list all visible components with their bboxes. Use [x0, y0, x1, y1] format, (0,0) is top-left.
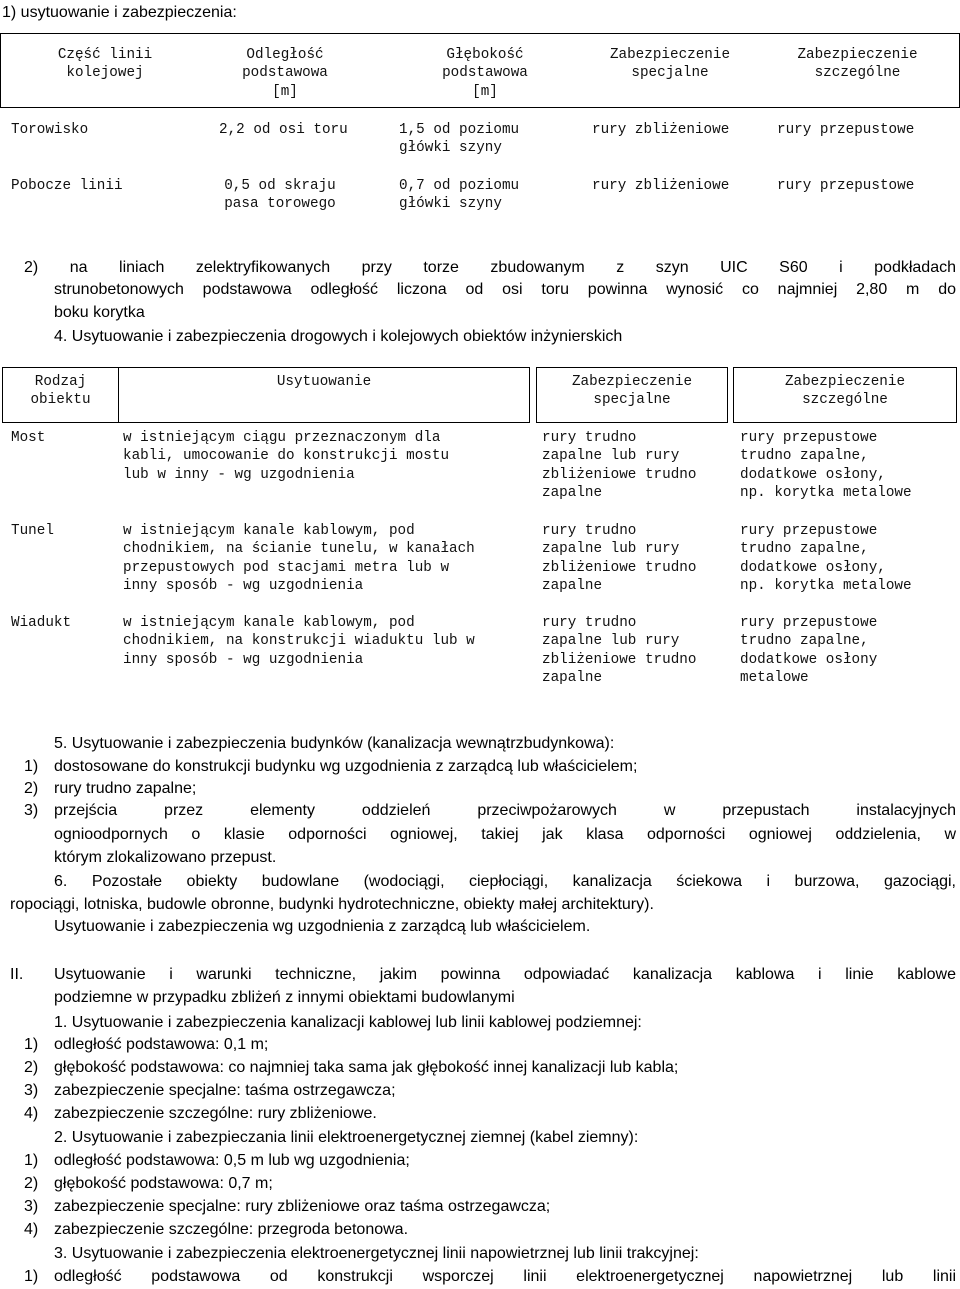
paragraph-line: boku korytka: [54, 304, 145, 321]
table-cell: Pobocze linii: [11, 178, 123, 194]
section-6-paragraph: [54, 871, 956, 893]
list-item-number: 1): [24, 758, 39, 775]
table-cell: rury zbliżeniowe: [592, 178, 730, 194]
column-header: Zabezpieczenie szczególne: [784, 374, 906, 409]
list-item-number: 1): [24, 1152, 39, 1169]
table-cell: rury trudno zapalne lub rury zbliżeniowe trudno zapalne: [542, 615, 697, 686]
paragraph-line: Usytuowanie i zabezpieczenia wg uzgodnienia z zarządcą lub właścicielem.: [54, 918, 591, 935]
table-cell: 2,2 od osi toru: [219, 122, 348, 138]
subsection-heading: 1. Usytuowanie i zabezpieczenia kanalizacji kablowej lub linii kablowej podziemnej:: [54, 1014, 642, 1031]
paragraph-line: 2) na liniach zelektryfikowanych przy torze zbudowanym z szyn UIC S60 i podkładach: [24, 259, 956, 276]
table-cell: rury przepustowe trudno zapalne, dodatkowe osłony, np. korytka metalowe: [740, 523, 912, 594]
list-item-text: głębokość podstawowa: co najmniej taka sama jak głębokość innej kanalizacji lub kabla;: [54, 1059, 679, 1076]
list-item-text: [54, 800, 956, 822]
table-cell: 0,7 od poziomu główki szyny: [399, 178, 520, 213]
column-header: Odległość podstawowa [m]: [242, 47, 328, 100]
list-item-line: odległość podstawowa od konstrukcji wsporczej linii elektroenergetycznej napowietrznej lub linii: [54, 1268, 956, 1285]
list-item-text: [54, 1266, 956, 1288]
list-item-number: 2): [24, 1059, 39, 1076]
column-header: Usytuowanie: [276, 374, 372, 390]
list-item-number: 4): [24, 1221, 39, 1238]
table-cell: rury trudno zapalne lub rury zbliżeniowe trudno zapalne: [542, 430, 697, 501]
table-cell: w istniejącym ciągu przeznaczonym dla kabli, umocowanie do konstrukcji mostu lub w inny - wg uzgodnienia: [123, 430, 450, 483]
table-cell: 0,5 od skraju pasa torowego: [224, 178, 336, 213]
section-II-heading: [54, 964, 956, 986]
table-cell: rury zbliżeniowe: [592, 122, 730, 138]
table-cell: rury przepustowe: [777, 178, 915, 194]
list-item-line: ognioodpornych o klasie odporności ogniowej, takiej jak klasa odporności ogniowej oddzielenia, w: [54, 826, 956, 843]
section-number: II.: [10, 966, 24, 983]
column-header: Zabezpieczenie specjalne: [571, 374, 693, 409]
list-item-line: którym zlokalizowano przepust.: [54, 849, 277, 866]
subsection-heading: 3. Usytuowanie i zabezpieczenia elektroenergetycznej linii napowietrznej lub linii trakcyjnej:: [54, 1245, 699, 1262]
paragraph-line: ropociągi, lotniska, budowle obronne, budynki hydrotechniczne, obiekty małej architektury).: [10, 896, 654, 913]
column-header: Zabezpieczenie specjalne: [609, 47, 731, 82]
table-cell: Most: [11, 430, 46, 446]
list-item-text: zabezpieczenie szczególne: przegroda betonowa.: [54, 1221, 409, 1238]
table-cell: rury przepustowe: [777, 122, 915, 138]
list-item-text: odległość podstawowa: 0,5 m lub wg uzgodnienia;: [54, 1152, 410, 1169]
list-item-text: odległość podstawowa: 0,1 m;: [54, 1036, 269, 1053]
list-item-text: dostosowane do konstrukcji budynku wg uzgodnienia z zarządcą lub właścicielem;: [54, 758, 638, 775]
column-header: Część linii kolejowej: [57, 47, 153, 82]
list-item-text: rury trudno zapalne;: [54, 780, 197, 797]
list-item-text: zabezpieczenie szczególne: rury zbliżeniowe.: [54, 1105, 377, 1122]
list-item-number: 1): [24, 1036, 39, 1053]
column-header: Rodzaj obiektu: [30, 374, 91, 409]
list-item-number: 4): [24, 1105, 39, 1122]
list-item-text: [54, 824, 956, 846]
section-heading-4: 4. Usytuowanie i zabezpieczenia drogowych i kolejowych obiektów inżynierskich: [54, 328, 623, 345]
table-cell: Torowisko: [11, 122, 89, 138]
section-heading-5: 5. Usytuowanie i zabezpieczenia budynków (kanalizacja wewnątrzbudynkowa):: [54, 735, 615, 752]
list-item-number: 1): [24, 1268, 39, 1285]
table-cell: w istniejącym kanale kablowym, pod chodnikiem, na konstrukcji wiaduktu lub w inny sposób - wg uzgodnienia: [123, 615, 475, 668]
table-cell: w istniejącym kanale kablowym, pod chodnikiem, na ścianie tunelu, w kanałach przepustowych pod stacjami metra lub w inny sposób - wg uzgodnienia: [123, 523, 475, 594]
paragraph-electrified-cont: [54, 279, 956, 301]
list-item-line: przejścia przez elementy oddzieleń przeciwpożarowych w przepustach instalacyjnych: [54, 802, 956, 819]
table-cell: rury przepustowe trudno zapalne, dodatkowe osłony, np. korytka metalowe: [740, 430, 912, 501]
paragraph-line: 6. Pozostałe obiekty budowlane (wodociągi, ciepłociągi, kanalizacja ściekowa i burzowa, gazociągi,: [54, 873, 956, 890]
list-item-text: głębokość podstawowa: 0,7 m;: [54, 1175, 273, 1192]
list-item-text: zabezpieczenie specjalne: rury zbliżeniowe oraz taśma ostrzegawcza;: [54, 1198, 551, 1215]
list-item-number: 3): [24, 1082, 39, 1099]
paragraph-line: strunobetonowych podstawowa odległość liczona od osi toru powinna wynosić co najmniej 2,80 m do: [54, 281, 956, 298]
column-header: Zabezpieczenie szczególne: [797, 47, 918, 82]
list-item-number: 3): [24, 802, 39, 819]
paragraph-line: podziemne w przypadku zbliżeń z innymi obiektami budowlanymi: [54, 989, 515, 1006]
subsection-heading: 2. Usytuowanie i zabezpieczania linii elektroenergetycznej ziemnej (kabel ziemny):: [54, 1129, 639, 1146]
table-cell: 1,5 od poziomu główki szyny: [399, 122, 520, 157]
column-header: Głębokość podstawowa [m]: [442, 47, 528, 100]
table-cell: rury trudno zapalne lub rury zbliżeniowe trudno zapalne: [542, 523, 697, 594]
list-item-number: 2): [24, 780, 39, 797]
paragraph-electrified: [24, 257, 956, 279]
table-cell: Tunel: [11, 523, 54, 539]
table-cell: Wiadukt: [11, 615, 72, 631]
list-item-number: 3): [24, 1198, 39, 1215]
list-item-number: 2): [24, 1175, 39, 1192]
table-cell: rury przepustowe trudno zapalne, dodatkowe osłony metalowe: [740, 615, 878, 686]
paragraph-line: Usytuowanie i warunki techniczne, jakim powinna odpowiadać kanalizacja kablowa i linie kablowe: [54, 966, 956, 983]
list-item-text: zabezpieczenie specjalne: taśma ostrzegawcza;: [54, 1082, 396, 1099]
section-heading-1: 1) usytuowanie i zabezpieczenia:: [2, 4, 237, 21]
